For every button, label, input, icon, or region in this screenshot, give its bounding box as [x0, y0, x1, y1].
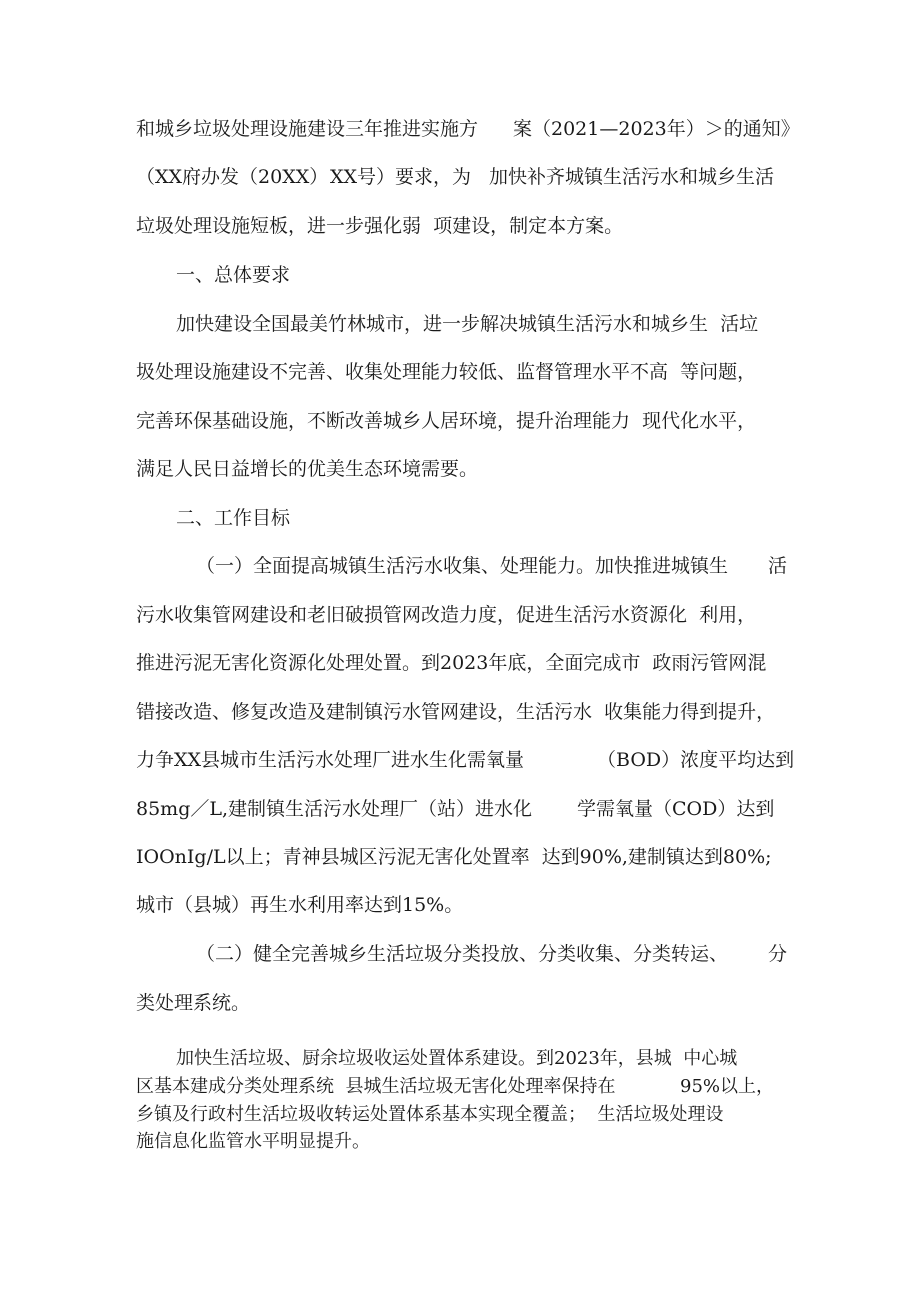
item2-line-1b: 分 — [768, 943, 788, 965]
item1-line-1a: （一）全面提高城镇生活污水收集、处理能力。加快推进城镇生 — [196, 555, 729, 577]
item1-line-5b: （BOD）浓度平均达到 — [597, 749, 795, 771]
text-line — [0, 449, 920, 489]
section-heading — [0, 498, 920, 538]
item1-line-7: IOOnIg/L以上；青神县城区污泥无害化处置率 达到90%,建制镇达到80%; — [136, 846, 772, 868]
intro-line-2a: （XX府办发（20XX） — [136, 166, 329, 188]
intro-line-3: 垃圾处理设施短板，进一步强化弱 项建设，制定本方案。 — [136, 215, 624, 237]
text-line — [0, 983, 920, 1023]
section2-heading: 二、工作目标 — [176, 507, 291, 529]
text-line — [0, 206, 920, 246]
item2-line-2: 类处理系统。 — [136, 992, 251, 1014]
item2-body-line-2b: 95%以上， — [680, 1076, 775, 1097]
text-line — [0, 595, 920, 635]
section1-line-2: 圾处理设施建设不完善、收集处理能力较低、监督管理水平不高 等问题， — [136, 361, 757, 383]
item1-line-5a: 力争XX县城市生活污水处理厂进水生化需氧量 — [136, 749, 525, 771]
intro-line-2b: XX号）要求，为 — [330, 166, 472, 188]
text-line — [0, 1122, 920, 1162]
text-line — [0, 352, 920, 392]
text-line — [0, 740, 920, 780]
text-line — [0, 934, 920, 974]
section1-line-4: 满足人民日益增长的优美生态环境需要。 — [136, 458, 479, 480]
item1-line-8: 城市（县城）再生水利用率达到15%。 — [136, 894, 464, 916]
item2-line-1a: （二）健全完善城乡生活垃圾分类投放、分类收集、分类转运、 — [196, 943, 729, 965]
item1-line-2: 污水收集管网建设和老旧破损管网改造力度，促进生活污水资源化 利用， — [136, 604, 757, 626]
item2-body-line-3: 乡镇及行政村生活垃圾收转运处置体系基本实现全覆盖； 生活垃圾处理设 — [136, 1104, 724, 1125]
intro-line-1b: 案（2021—2023年）＞的通知》 — [513, 118, 800, 140]
text-line — [0, 885, 920, 925]
intro-line-1a: 和城乡垃圾处理设施建设三年推进实施方 — [136, 118, 479, 140]
text-line — [0, 401, 920, 441]
item1-line-3: 推进污泥无害化资源化处理处置。到2023年底，全面完成市 政雨污管网混 — [136, 652, 767, 674]
item1-line-6b: 学需氧量（COD）达到 — [577, 798, 775, 820]
text-line — [0, 157, 920, 197]
section-heading — [0, 255, 920, 295]
text-line — [0, 304, 920, 344]
item1-line-6a: 85mg／L,建制镇生活污水处理厂（站）进水化 — [136, 798, 533, 820]
section1-line-1: 加快建设全国最美竹林城市，进一步解决城镇生活污水和城乡生 活垃 — [176, 313, 759, 335]
text-line — [0, 789, 920, 829]
item1-line-4: 错接改造、修复改造及建制镇污水管网建设，生活污水 收集能力得到提升， — [136, 701, 776, 723]
intro-line-2c: 加快补齐城镇生活污水和城乡生活 — [489, 166, 775, 188]
section1-heading: 一、总体要求 — [176, 264, 291, 286]
text-line — [0, 837, 920, 877]
text-line — [0, 643, 920, 683]
text-line — [0, 546, 920, 586]
text-line — [0, 692, 920, 732]
section1-line-3: 完善环保基础设施，不断改善城乡人居环境，提升治理能力 现代化水平， — [136, 410, 757, 432]
item2-body-line-2a: 区基本建成分类处理系统 县城生活垃圾无害化处理率保持在 — [136, 1076, 616, 1097]
item2-body-line-4: 施信息化监管水平明显提升。 — [136, 1131, 370, 1152]
item2-body-line-1: 加快生活垃圾、厨余垃圾收运处置体系建设。到2023年，县城 中心城 — [176, 1048, 738, 1069]
item1-line-1b: 活 — [768, 555, 788, 577]
text-line — [0, 109, 920, 149]
